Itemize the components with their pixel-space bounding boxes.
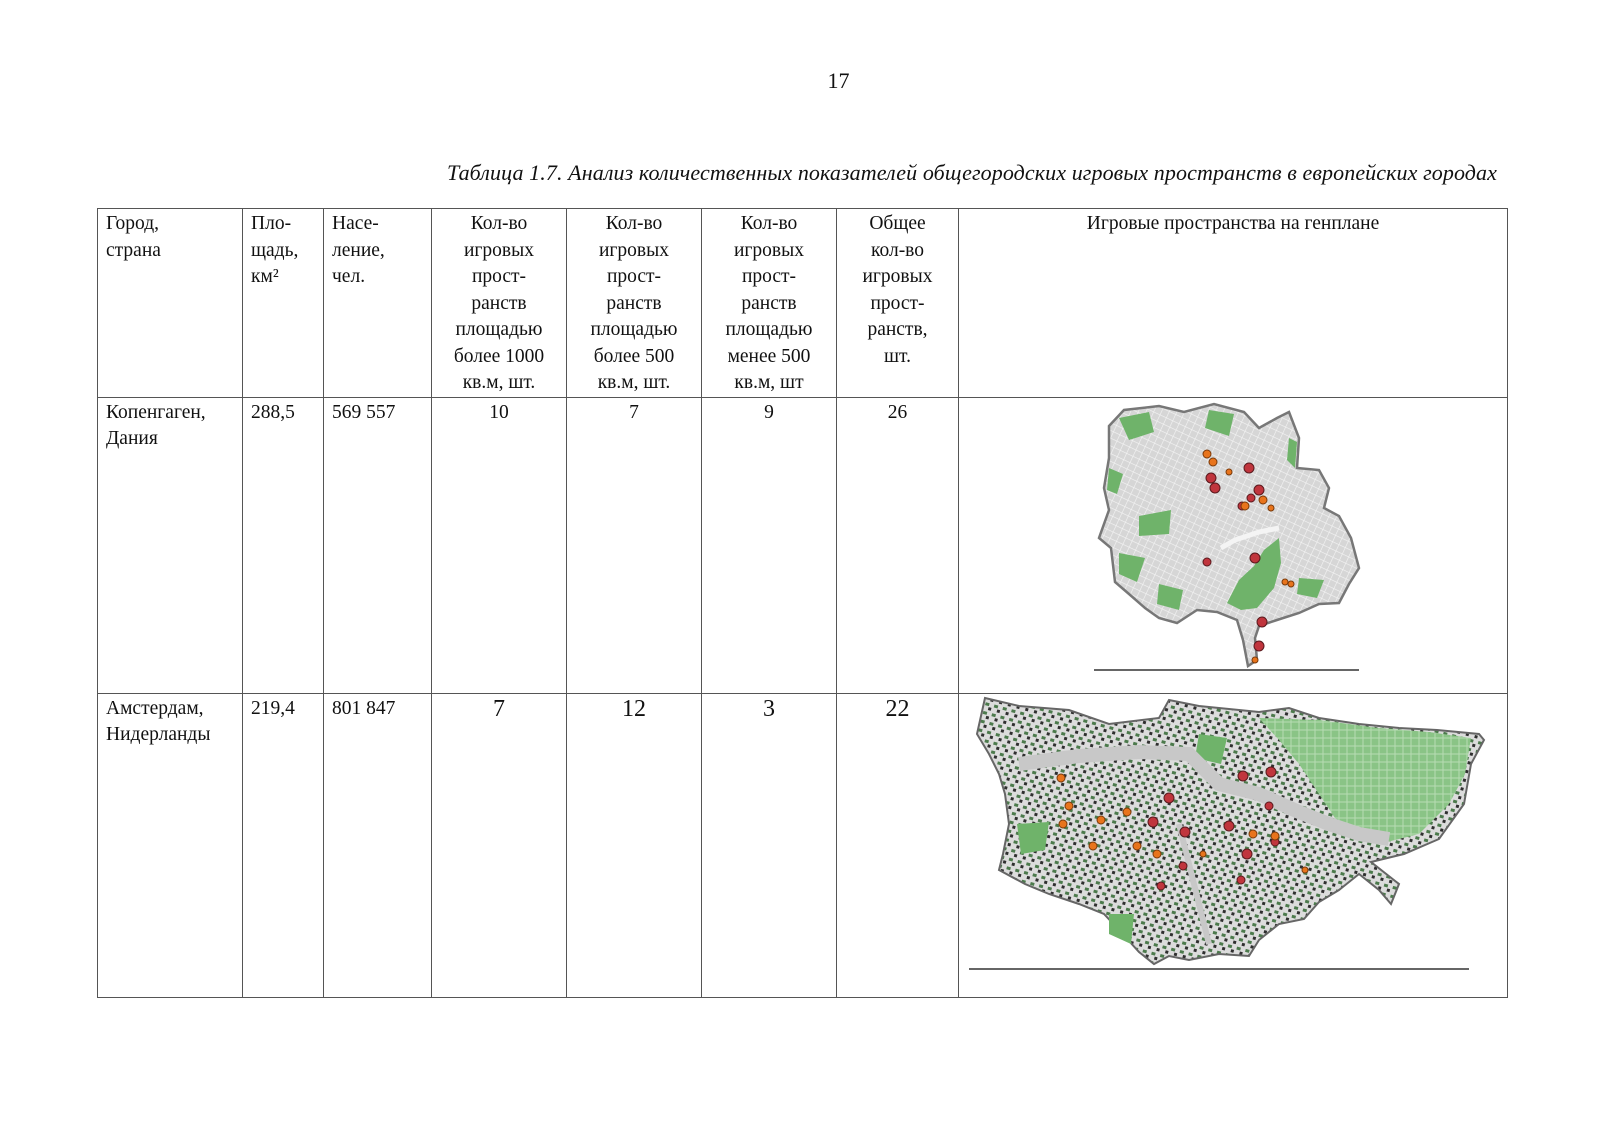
header-row [98,209,1508,398]
header-over-1000: Кол-во игровых прост- ранств площадью более 1000 кв.м, шт. [432,209,567,398]
medium-playground-marker [1200,851,1206,857]
medium-playground-marker [1241,502,1249,510]
large-playground-marker [1179,862,1187,870]
large-playground-marker [1203,558,1211,566]
medium-playground-marker [1226,469,1232,475]
medium-playground-marker [1271,832,1279,840]
header-population: Насе- ление, чел. [324,209,432,398]
medium-playground-marker [1065,802,1073,810]
large-playground-marker [1210,483,1220,493]
medium-playground-marker [1302,867,1308,873]
large-playground-marker [1244,463,1254,473]
medium-playground-marker [1153,850,1161,858]
medium-playground-marker [1203,450,1211,458]
header-area: Пло- щадь, км² [243,209,324,398]
cell-population: 569 557 [324,397,432,693]
cell-over-500: 7 [567,397,702,693]
large-playground-marker [1254,641,1264,651]
cell-city: Амстердам, Нидерланды [98,693,243,997]
copenhagen-city-outline [1099,404,1359,666]
large-playground-marker [1164,793,1174,803]
map-cell-amsterdam [959,693,1508,997]
data-table [97,208,1508,998]
header-city: Город, страна [98,209,243,398]
medium-playground-marker [1249,830,1257,838]
header-over-500: Кол-во игровых прост- ранств площадью более 500 кв.м, шт. [567,209,702,398]
medium-playground-marker [1252,657,1258,663]
large-playground-marker [1180,827,1190,837]
large-playground-marker [1157,882,1165,890]
large-playground-marker [1237,876,1245,884]
header-total: Общее кол-во игровых прост- ранств, шт. [837,209,959,398]
page-number: 17 [827,68,850,93]
large-playground-marker [1265,802,1273,810]
medium-playground-marker [1259,496,1267,504]
map-cell-copenhagen [959,397,1508,693]
medium-playground-marker [1288,581,1294,587]
large-playground-marker [1266,767,1276,777]
medium-playground-marker [1282,579,1288,585]
green-area [1017,822,1049,854]
large-playground-marker [1247,494,1255,502]
cell-over-500: 12 [567,693,702,997]
medium-playground-marker [1268,505,1274,511]
medium-playground-marker [1057,774,1065,782]
cell-under-500: 9 [702,397,837,693]
cell-population: 801 847 [324,693,432,997]
large-playground-marker [1257,617,1267,627]
cell-area: 288,5 [243,397,324,693]
cell-total: 26 [837,397,959,693]
header-under-500: Кол-во игровых прост- ранств площадью менее 500 кв.м, шт [702,209,837,398]
large-playground-marker [1224,821,1234,831]
green-area [1109,914,1134,944]
cell-area: 219,4 [243,693,324,997]
medium-playground-marker [1089,842,1097,850]
medium-playground-marker [1209,458,1217,466]
cell-total: 22 [837,693,959,997]
copenhagen-map-image [959,398,1508,694]
medium-playground-marker [1097,816,1105,824]
large-playground-marker [1254,485,1264,495]
large-playground-marker [1148,817,1158,827]
medium-playground-marker [1133,842,1141,850]
large-playground-marker [1238,771,1248,781]
medium-playground-marker [1123,808,1131,816]
large-playground-marker [1250,553,1260,563]
cell-over-1000: 7 [432,693,567,997]
header-map: Игровые пространства на генплане [959,209,1508,398]
table-row-amsterdam [98,693,1508,997]
medium-playground-marker [1059,820,1067,828]
cell-city: Копенгаген, Дания [98,397,243,693]
large-playground-marker [1242,849,1252,859]
cell-over-1000: 10 [432,397,567,693]
large-playground-marker [1206,473,1216,483]
table-row-copenhagen [98,397,1508,693]
table-caption: Таблица 1.7. Анализ количественных показателей общегородских игровых пространств в европейских городах [447,160,1497,185]
cell-under-500: 3 [702,693,837,997]
amsterdam-map-image [959,694,1508,998]
